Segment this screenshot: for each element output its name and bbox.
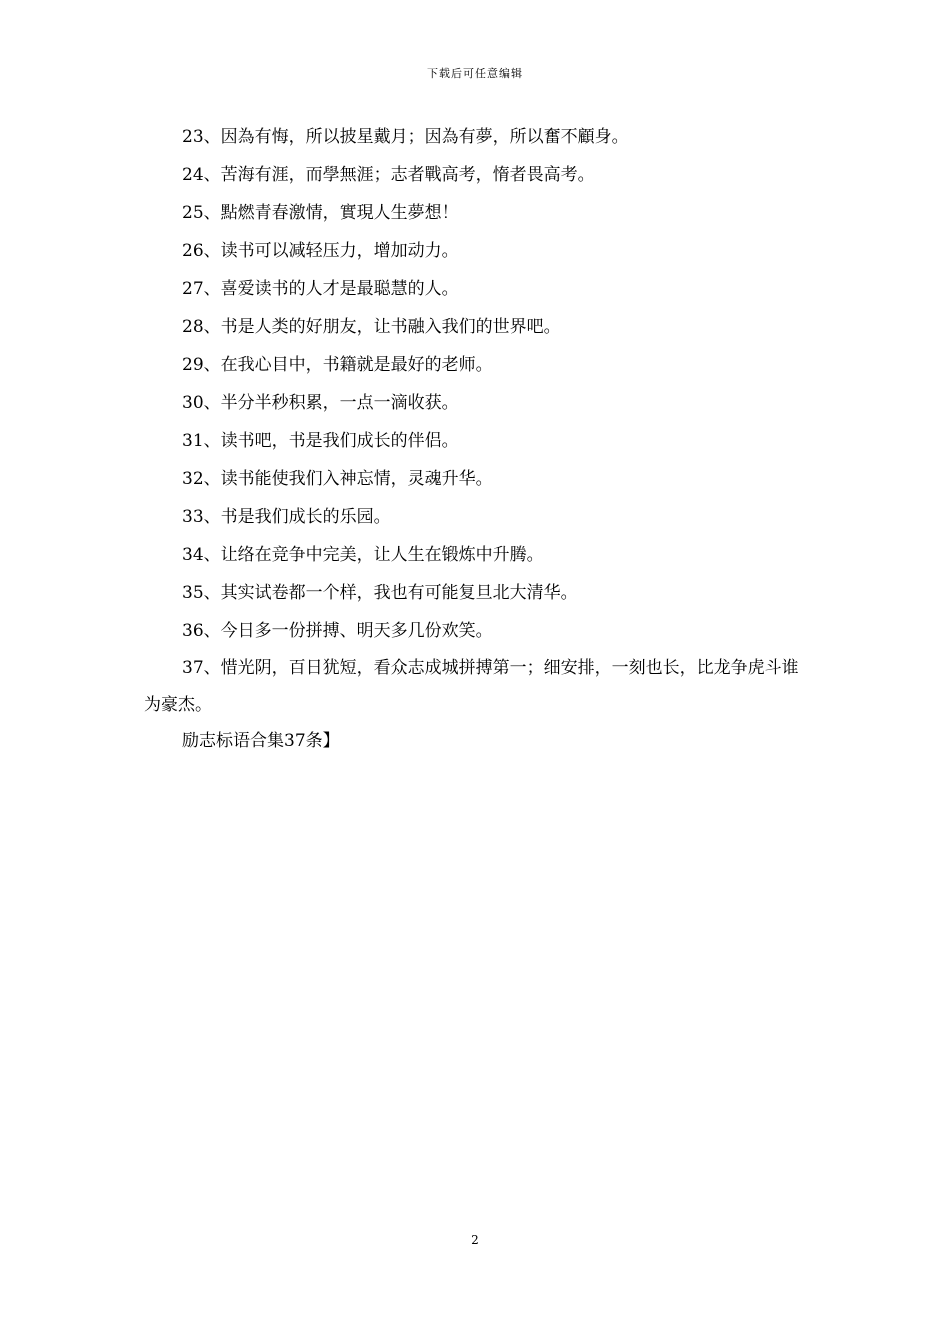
- slogan-item-37: 37、惜光阴，百日犹短，看众志成城拼搏第一；细安排，一刻也长，比龙争虎斗谁为豪杰。: [144, 658, 799, 715]
- page-number: 2: [471, 1233, 479, 1247]
- slogan-item: 32、读书能使我们入神忘情，灵魂升华。: [182, 469, 493, 489]
- collection-title-line: 励志标语合集37条】: [182, 731, 340, 751]
- slogan-item: 31、读书吧，书是我们成长的伴侣。: [182, 431, 459, 451]
- slogan-item: 23、因為有悔，所以披星戴月；因為有夢，所以奮不顧身。: [182, 127, 629, 147]
- slogan-item: 33、书是我们成长的乐园。: [182, 507, 391, 527]
- slogan-item: 27、喜爱读书的人才是最聪慧的人。: [182, 279, 459, 299]
- slogan-item: 34、让络在竞争中完美，让人生在锻炼中升腾。: [182, 545, 544, 565]
- slogan-item: 24、苦海有涯，而學無涯；志者戰高考，惰者畏高考。: [182, 165, 595, 185]
- slogan-item: 36、今日多一份拼搏、明天多几份欢笑。: [182, 621, 493, 641]
- slogan-item: 28、书是人类的好朋友，让书融入我们的世界吧。: [182, 317, 561, 337]
- page-header: 下载后可任意编辑: [427, 67, 523, 80]
- slogan-item: 35、其实试卷都一个样，我也有可能复旦北大清华。: [182, 583, 578, 603]
- slogan-item: 29、在我心目中，书籍就是最好的老师。: [182, 355, 493, 375]
- slogan-item: 30、半分半秒积累，一点一滴收获。: [182, 393, 459, 413]
- document-body: [144, 124, 812, 755]
- slogan-item: 26、读书可以减轻压力，增加动力。: [182, 241, 459, 261]
- slogan-item: 25、點燃青春激情，實現人生夢想！: [182, 203, 459, 223]
